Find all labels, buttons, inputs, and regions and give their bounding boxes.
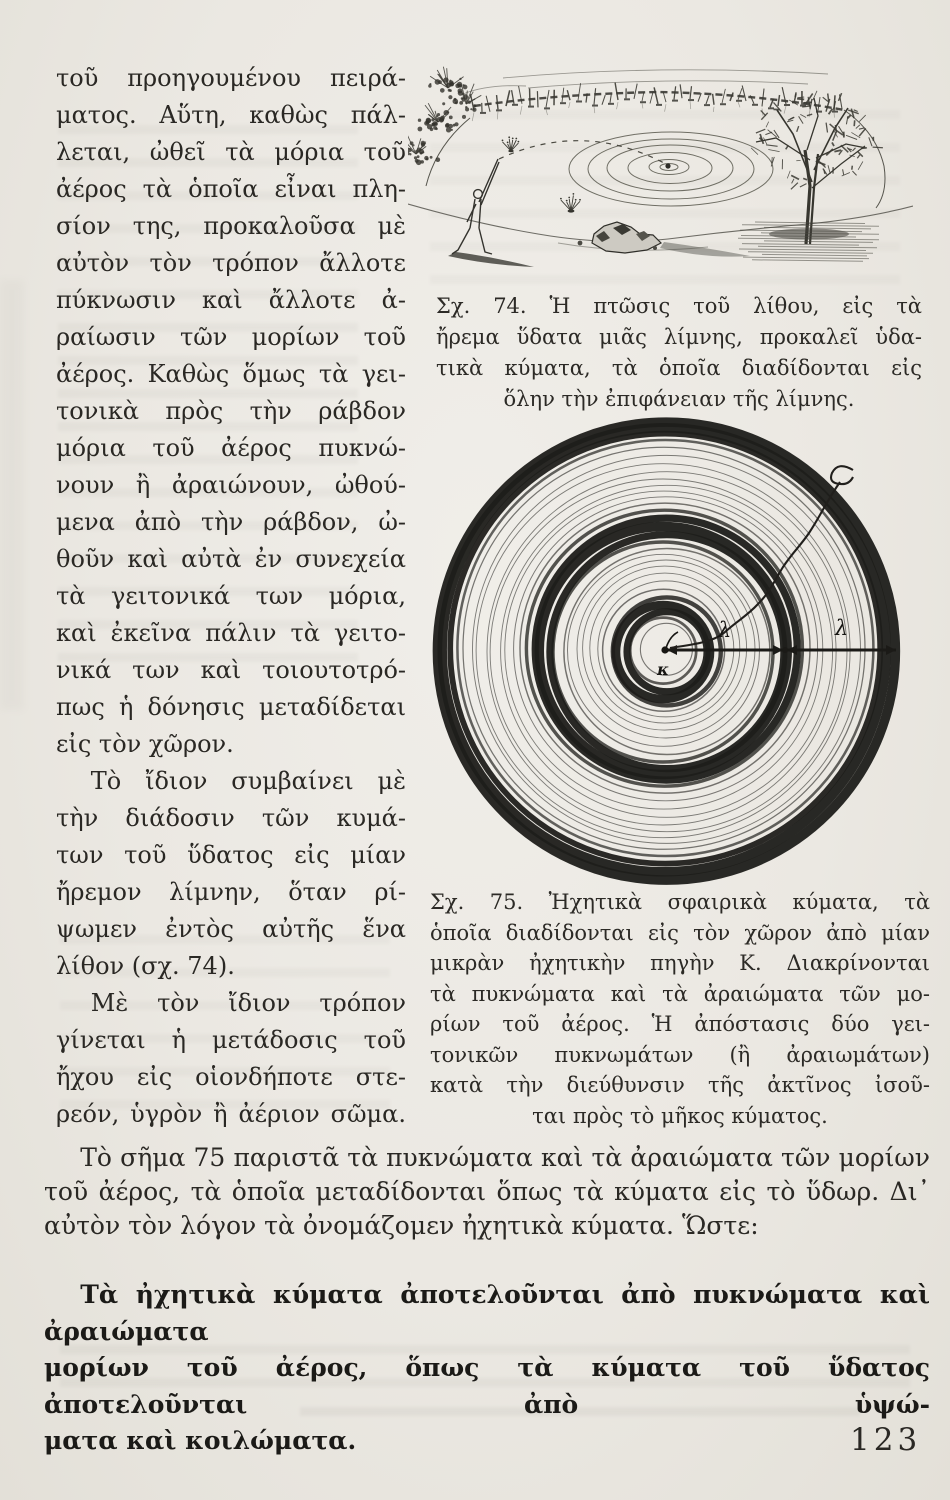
text-line: νικά των καὶ τοιουτοτρό- bbox=[56, 656, 406, 684]
text-line: πύκνωσιν καὶ ἄλλοτε ἀ- bbox=[56, 286, 406, 314]
water-reeds bbox=[502, 136, 581, 212]
text-line: νουν ἢ ἀραιώνουν, ὠθού- bbox=[56, 471, 406, 499]
distant-horizon bbox=[463, 70, 828, 94]
ripples bbox=[569, 132, 773, 206]
text-line: πως ἡ δόνησις μεταδίδεται bbox=[56, 693, 406, 721]
person-throwing-stone bbox=[448, 159, 534, 267]
text-line: μόρια τοῦ ἀέρος πυκνώ- bbox=[56, 434, 406, 462]
text-line: Τὸ ἴδιον συμβαίνει μὲ bbox=[90, 767, 406, 795]
text-line: ἀέρος τὰ ὁποῖα εἶναι πλη- bbox=[56, 175, 406, 203]
caption-line: ἤρεμα ὕδατα μιᾶς λίμνης, προκαλεῖ ὑδα- bbox=[436, 325, 922, 349]
text-line: λεται, ὠθεῖ τὰ μόρια τοῦ bbox=[56, 138, 406, 166]
page-number: 123 bbox=[850, 1422, 922, 1458]
text-line: τοῦ προηγουμένου πειρά- bbox=[56, 64, 406, 92]
caption-line: ρίων τοῦ ἀέρος. Ἡ ἀπόστασις δύο γει- bbox=[430, 1012, 930, 1036]
text-line: τονικὰ πρὸς τὴν ράβδον bbox=[56, 397, 406, 425]
text-line: τοῦ ἀέρος, τὰ ὁποῖα μεταδίδονται ὅπως τὰ κύματα εἰς τὸ ὕδωρ. Δι᾿ bbox=[44, 1177, 930, 1206]
text-line: ματα καὶ κοιλώματα. bbox=[44, 1426, 357, 1455]
text-line: ματος. Αὕτη, καθὼς πάλ- bbox=[56, 101, 406, 129]
text-line: ρεόν, ὑγρὸν ἢ ἀέριον σῶμα. bbox=[56, 1100, 406, 1128]
stone-trajectory bbox=[499, 141, 666, 164]
text-line: αὐτὸν τὸν λόγον τὰ ὀνομάζομεν ἠχητικὰ κύματα. Ὥστε: bbox=[44, 1211, 759, 1240]
text-line: Τὸ σῆμα 75 παριστᾶ τὰ πυκνώματα καὶ τὰ ἀραιώματα τῶν μορίων bbox=[80, 1143, 930, 1172]
text-line: ψωμεν ἐντὸς αὐτῆς ἕνα bbox=[56, 915, 406, 943]
caption-line: ὁποῖα διαδίδονται εἰς τὸν χῶρον ἀπὸ μίαν bbox=[430, 920, 930, 945]
figure-75-caption bbox=[430, 887, 930, 1131]
bushes bbox=[408, 67, 481, 167]
stone-splash bbox=[665, 163, 670, 168]
text-line: σίον της, προκαλοῦσα μὲ bbox=[56, 212, 406, 240]
caption-line: τικὰ κύματα, τὰ ὁποῖα διαδίδονται εἰς bbox=[436, 356, 922, 380]
text-line: γίνεται ἡ μετάδοσις τοῦ bbox=[56, 1026, 406, 1054]
caption-line: μικρὰν ἠχητικὴν πηγὴν Κ. Διακρίνονται bbox=[430, 951, 930, 975]
caption-line: κατὰ τὴν διεύθυνσιν τῆς ἀκτῖνος ἰσοῦ- bbox=[430, 1073, 930, 1097]
text-line: τὰ γειτονικά των μόρια, bbox=[56, 582, 406, 610]
text-line: μορίων τοῦ ἀέρος, ὅπως τὰ κύματα τοῦ ὕδατος ἀποτελοῦνται ἀπὸ ὑψώ- bbox=[44, 1353, 930, 1419]
wavelength-label: λ bbox=[835, 616, 849, 640]
caption-line: ται πρὸς τὸ μῆκος κύματος. bbox=[532, 1103, 828, 1128]
caption-line: τὰ πυκνώματα καὶ τὰ ἀραιώματα τῶν μο- bbox=[430, 981, 930, 1006]
left-text-column bbox=[56, 60, 406, 1133]
text-line: εἰς τὸν χῶρον. bbox=[56, 730, 234, 758]
source-label: κ bbox=[657, 660, 669, 679]
caption-line: ὅλην τὴν ἐπιφάνειαν τῆς λίμνης. bbox=[503, 387, 855, 411]
shoreline bbox=[408, 92, 913, 250]
paragraph-definition-bold bbox=[44, 1277, 930, 1460]
wavelength-label: λ bbox=[718, 618, 732, 642]
caption-line: Σχ. 74. Ἡ πτῶσις τοῦ λίθου, εἰς τὰ bbox=[436, 294, 922, 318]
text-line: ἤχου εἰς οἱονδήποτε στε- bbox=[56, 1063, 406, 1091]
figure-75-illustration bbox=[420, 412, 920, 888]
paragraph-sound-waves bbox=[44, 1141, 930, 1243]
caption-line: τονικῶν πυκνωμάτων (ἢ ἀραιωμάτων) bbox=[430, 1042, 930, 1067]
text-line: ραίωσιν τῶν μορίων τοῦ bbox=[56, 323, 406, 351]
text-line: λίθον (σχ. 74). bbox=[56, 952, 235, 980]
figure-74-caption bbox=[436, 291, 922, 415]
text-line: μενα ἀπὸ τὴν ράβδον, ὠ- bbox=[56, 508, 406, 536]
ground-hatching bbox=[738, 222, 879, 261]
text-line: θοῦν καὶ αὐτὰ ἐν συνεχεία bbox=[56, 545, 406, 573]
caption-line: Σχ. 75. Ἠχητικὰ σφαιρικὰ κύματα, τὰ bbox=[430, 890, 930, 914]
text-line: ἤρεμον λίμνην, ὅταν ρί- bbox=[56, 878, 406, 906]
figure-74-illustration bbox=[408, 58, 913, 268]
text-line: των τοῦ ὕδατος εἰς μίαν bbox=[56, 841, 406, 869]
text-line: αὐτὸν τὸν τρόπον ἄλλοτε bbox=[56, 249, 406, 277]
text-line: ἀέρος. Καθὼς ὅμως τὰ γει- bbox=[56, 360, 406, 388]
text-line: Τὰ ἠχητικὰ κύματα ἀποτελοῦνται ἀπὸ πυκνώματα καὶ ἀραιώματα bbox=[44, 1280, 930, 1346]
text-line: Μὲ τὸν ἴδιον τρόπον bbox=[90, 989, 406, 1017]
page-edge-smudge bbox=[0, 280, 24, 710]
text-line: καὶ ἐκεῖνα πάλιν τὰ γειτο- bbox=[56, 619, 406, 647]
text-line: τὴν διάδοσιν τῶν κυμά- bbox=[56, 804, 406, 832]
